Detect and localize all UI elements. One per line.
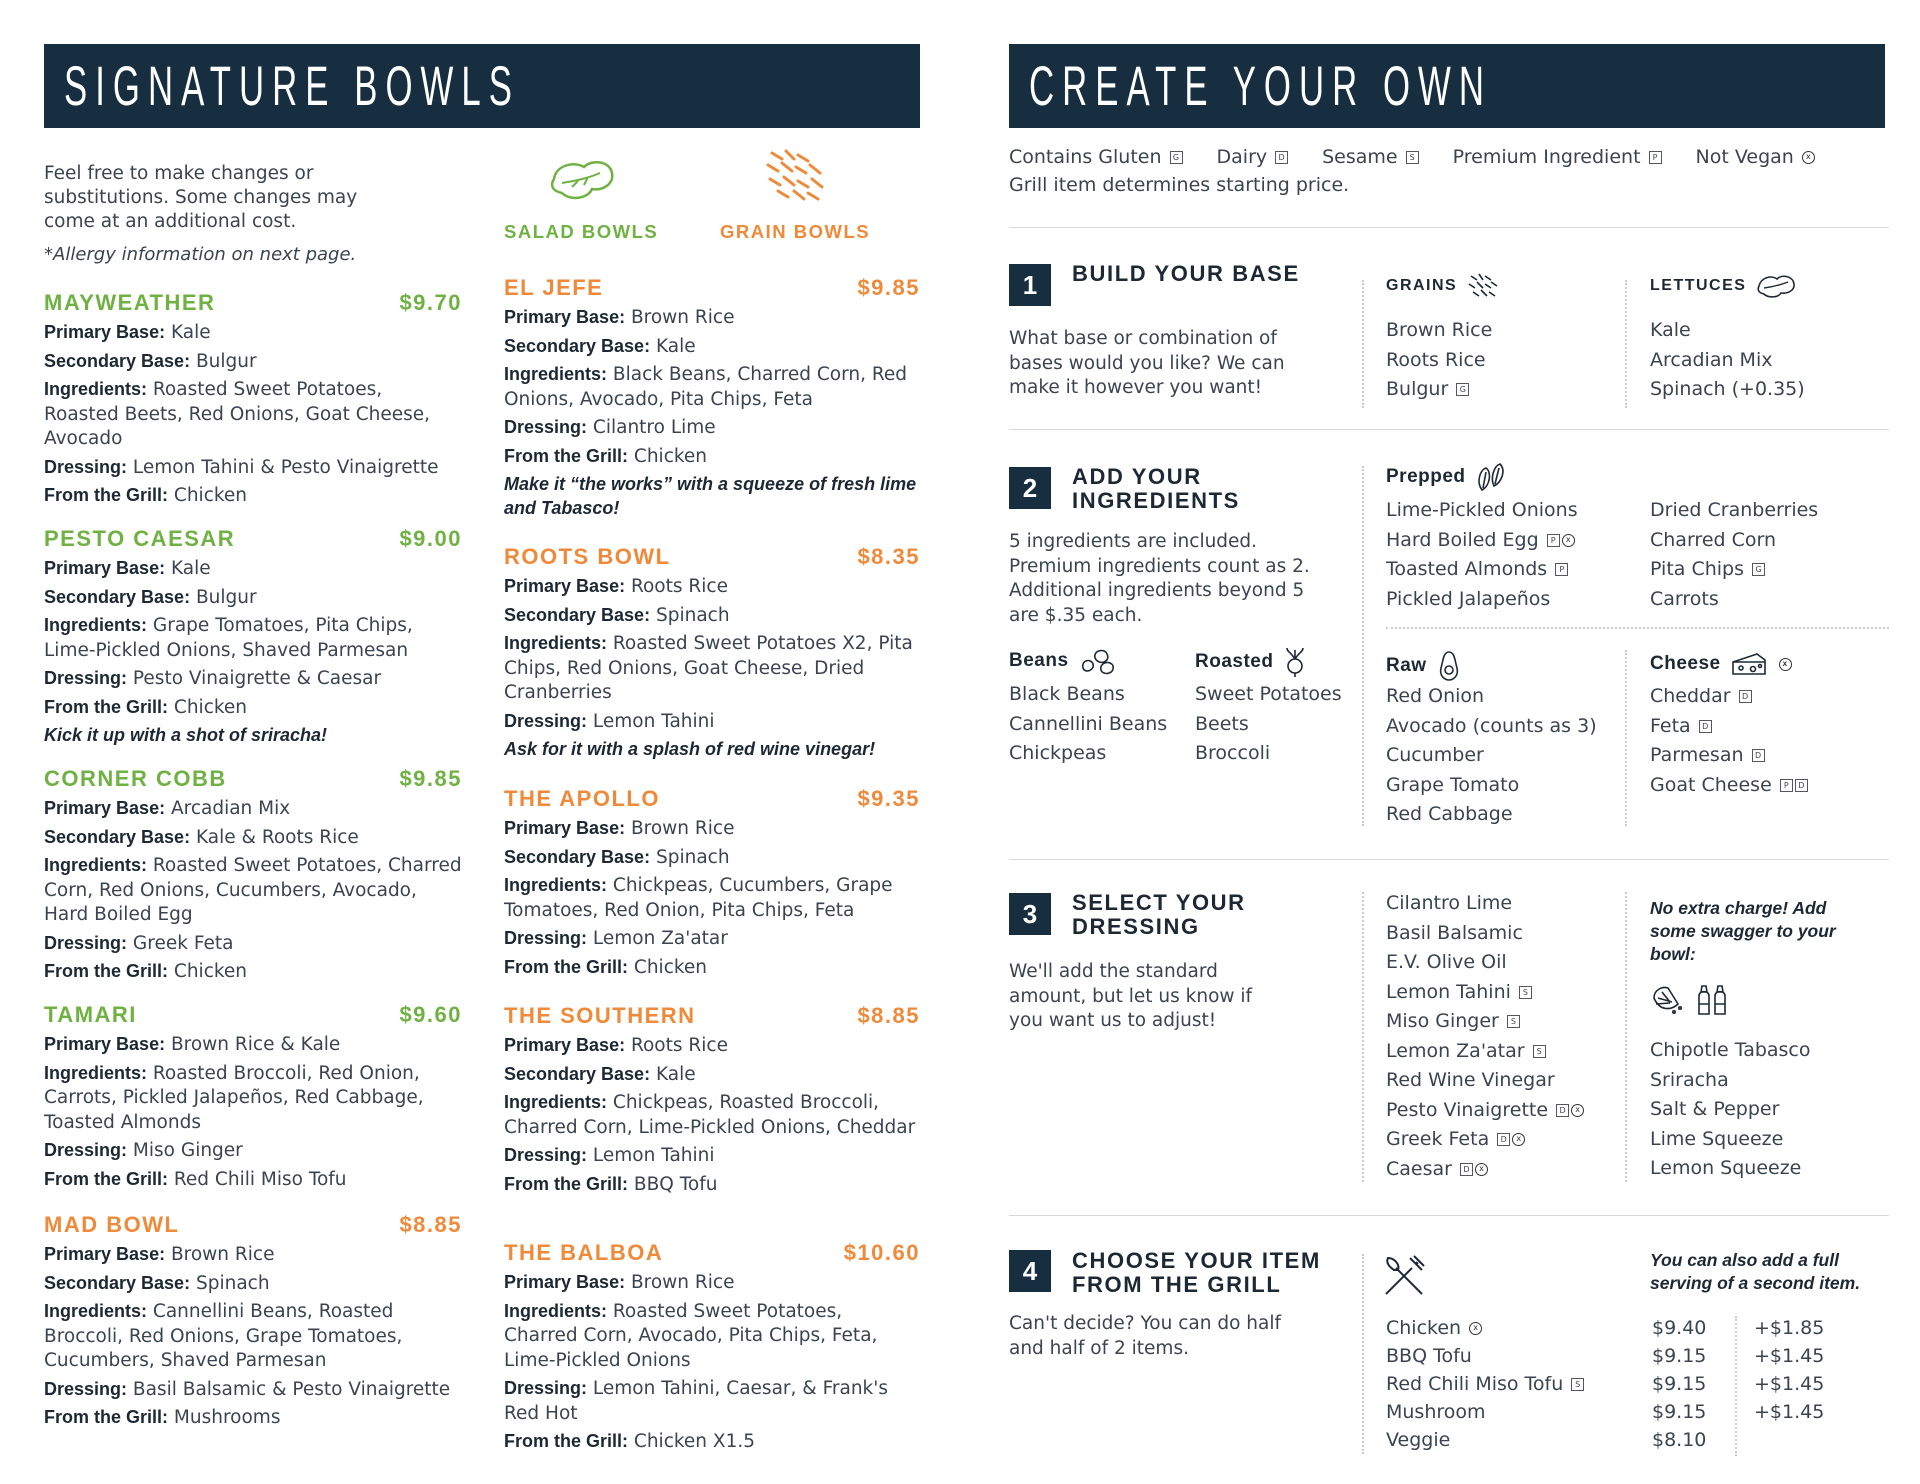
legend-dairy: Dairy D <box>1217 143 1289 171</box>
dotted-separator <box>1386 627 1889 629</box>
not-vegan-icon: x <box>1571 1104 1584 1117</box>
salt-pepper-icon <box>1696 982 1730 1016</box>
sesame-badge-icon: S <box>1507 1015 1520 1028</box>
prepped-list-a: Lime-Pickled Onions Hard Boiled Egg P x Toasted Almonds P Pickled Jalapeños <box>1386 499 1578 610</box>
allergen-legend <box>1009 143 1889 199</box>
bowl-mad-bowl: MAD BOWL $8.85 Primary Base: Brown Rice Secondary Base: Spinach Ingredients: Cannellini Beans, Roasted Broccoli, Red Onions, Grape Tomatoes, Cucumbers, Shaved Parmesan Dressing: Basil Balsamic & Pesto Vinaigrette From the Grill: Mushrooms <box>44 1212 462 1428</box>
step-3-desc: We'll add the standard amount, but let us know if you want us to adjust! <box>1009 961 1253 1031</box>
lettuces-title: LETTUCES <box>1650 272 1796 300</box>
roasted-list: Sweet Potatoes Beets Broccoli <box>1195 683 1342 764</box>
step-2-number: 2 <box>1009 467 1051 509</box>
lettuces-list: Kale Arcadian Mix Spinach (+0.35) <box>1650 319 1805 400</box>
dairy-badge-icon: D <box>1275 151 1288 164</box>
legend-sesame: Sesame S <box>1322 143 1419 171</box>
create-your-own-banner: CREATE YOUR OWN <box>1009 44 1885 128</box>
step-1-number: 1 <box>1009 264 1051 306</box>
divider <box>1009 1215 1889 1216</box>
dotted-separator <box>1362 466 1364 826</box>
cheese-title: Cheese x <box>1650 650 1792 678</box>
sesame-badge-icon: S <box>1571 1378 1584 1391</box>
dotted-separator <box>1625 650 1627 826</box>
step-3-number: 3 <box>1009 893 1051 935</box>
bowl-el-jefe: EL JEFE $9.85 Primary Base: Brown Rice Secondary Base: Kale Ingredients: Black Beans, Charred Corn, Red Onions, Avocado, Pita Chips, Feta Dressing: Cilantro Lime From the Grill: Chicken Make it “the works” with a squeeze of fresh lime and Tabasco! <box>504 275 920 518</box>
bowl-mayweather: MAYWEATHER $9.70 Primary Base: Kale Secondary Base: Bulgur Ingredients: Roasted Sweet Potatoes, Roasted Beets, Red Onions, Goat Cheese, Avocado Dressing: Lemon Tahini & Pesto Vinaigrette From the Grill: Chicken <box>44 290 462 506</box>
dotted-separator <box>1362 1254 1364 1454</box>
salad-bowls-heading: SALAD BOWLS <box>504 221 659 242</box>
raw-list: Red Onion Avocado (counts as 3) Cucumber Grape Tomato Red Cabbage <box>1386 685 1597 825</box>
cheese-icon <box>1731 650 1767 678</box>
legend-premium: Premium Ingredient P <box>1453 143 1662 171</box>
step-4-desc: Can't decide? You can do half and half of 2 items. <box>1009 1313 1281 1359</box>
bowl-the-balboa: THE BALBOA $10.60 Primary Base: Brown Rice Ingredients: Roasted Sweet Potatoes, Charred Corn, Avocado, Pita Chips, Feta, Lime-Pickled Onions Dressing: Lemon Tahini, Caesar, & Frank's Red Hot From the Grill: Chicken X1.5 <box>504 1240 920 1452</box>
grain-icon <box>1467 272 1499 300</box>
grains-list: Brown Rice Roots Rice Bulgur G <box>1386 319 1493 400</box>
grain-icon <box>764 147 830 203</box>
legend-note: Grill item determines starting price. <box>1009 174 1350 196</box>
grill-row: BBQ Tofu $9.15 +$1.45 <box>1386 1345 1825 1367</box>
premium-badge-icon: P <box>1780 779 1793 792</box>
signature-bowls-banner: SIGNATURE BOWLS <box>44 44 920 128</box>
grill-row: Mushroom $9.15 +$1.45 <box>1386 1401 1825 1423</box>
beans-icon <box>1079 646 1117 676</box>
divider <box>1009 429 1889 430</box>
lettuce-icon <box>548 157 618 203</box>
grill-utensils-icon <box>1382 1254 1426 1298</box>
not-vegan-icon: x <box>1475 1163 1488 1176</box>
premium-badge-icon: P <box>1555 563 1568 576</box>
allergy-note: *Allergy information on next page. <box>44 244 357 265</box>
grill-row: Red Chili Miso Tofu S $9.15 +$1.45 <box>1386 1373 1825 1395</box>
premium-badge-icon: P <box>1547 534 1560 547</box>
bowl-roots-bowl: ROOTS BOWL $8.35 Primary Base: Roots Rice Secondary Base: Spinach Ingredients: Roasted Sweet Potatoes X2, Pita Chips, Red Onions, Goat Cheese, Dried Cranberries Dressing: Lemon Tahini Ask for it with a splash of red wine vinegar! <box>504 544 920 759</box>
lettuce-icon <box>1756 272 1796 300</box>
extras-list: Chipotle Tabasco Sriracha Salt & Pepper Lime Squeeze Lemon Squeeze <box>1650 1039 1811 1179</box>
gluten-badge-icon: G <box>1456 383 1469 396</box>
grill-row: Chicken x $9.40 +$1.85 <box>1386 1317 1825 1339</box>
prepped-list-b: Dried Cranberries Charred Corn Pita Chips G Carrots <box>1650 499 1819 610</box>
bowl-the-southern: THE SOUTHERN $8.85 Primary Base: Roots Rice Secondary Base: Kale Ingredients: Chickpeas, Roasted Broccoli, Charred Corn, Lime-Pickled Onions, Cheddar Dressing: Lemon Tahini From the Grill: BBQ Tofu <box>504 1003 920 1195</box>
grains-title: GRAINS <box>1386 272 1499 300</box>
not-vegan-icon: x <box>1512 1133 1525 1146</box>
bowl-tamari: TAMARI $9.60 Primary Base: Brown Rice & Kale Ingredients: Roasted Broccoli, Red Onion, Carrots, Pickled Jalapeños, Red Cabbage, Toasted Almonds Dressing: Miso Ginger From the Grill: Red Chili Miso Tofu <box>44 1002 462 1190</box>
dressings-list: Cilantro Lime Basil Balsamic E.V. Olive Oil Lemon Tahini S Miso Ginger S Lemon Za'atar S Red Wine Vinegar Pesto Vinaigrette D x Greek Feta D x Caesar D x <box>1386 889 1584 1184</box>
dotted-separator <box>1625 280 1627 408</box>
not-vegan-icon: x <box>1469 1322 1482 1335</box>
raw-title: Raw <box>1386 650 1461 682</box>
not-vegan-icon: x <box>1779 658 1792 671</box>
dairy-badge-icon: D <box>1497 1133 1510 1146</box>
dairy-badge-icon: D <box>1739 690 1752 703</box>
sesame-badge-icon: S <box>1519 986 1532 999</box>
grill-items-table <box>1386 1314 1824 1454</box>
dotted-separator <box>1625 892 1627 1182</box>
step-1-desc: What base or combination of bases would you like? We can make it however you want! <box>1009 328 1285 398</box>
not-vegan-icon: x <box>1802 151 1815 164</box>
gluten-badge-icon: G <box>1170 151 1183 164</box>
bowl-corner-cobb: CORNER COBB $9.85 Primary Base: Arcadian Mix Secondary Base: Kale & Roots Rice Ingredients: Roasted Sweet Potatoes, Charred Corn, Red Onions, Cucumbers, Avocado, Hard Boiled Egg Dressing: Greek Feta From the Grill: Chicken <box>44 766 462 982</box>
cheese-list: Cheddar D Feta D Parmesan D Goat Cheese P D <box>1650 682 1808 800</box>
step-1-title: BUILD YOUR BASE <box>1072 261 1300 286</box>
divider <box>1009 227 1889 228</box>
second-item-note: You can also add a full serving of a second item. <box>1650 1250 1861 1293</box>
gluten-badge-icon: G <box>1752 563 1765 576</box>
dairy-badge-icon: D <box>1699 720 1712 733</box>
grill-row: Veggie $8.10 <box>1386 1429 1707 1451</box>
beet-icon <box>1283 646 1307 678</box>
dairy-badge-icon: D <box>1556 1104 1569 1117</box>
step-2-desc: 5 ingredients are included. Premium ingredients count as 2. Additional ingredients beyond 5 are $.35 each. <box>1009 531 1310 626</box>
dotted-separator <box>1362 892 1364 1182</box>
roasted-title: Roasted <box>1195 646 1307 678</box>
bowl-the-apollo: THE APOLLO $9.35 Primary Base: Brown Rice Secondary Base: Spinach Ingredients: Chickpeas, Cucumbers, Grape Tomatoes, Red Onion, Pita Chips, Feta Dressing: Lemon Za'atar From the Grill: Chicken <box>504 786 920 978</box>
beans-list: Black Beans Cannellini Beans Chickpeas <box>1009 683 1168 764</box>
step-4-title: CHOOSE YOUR ITEM FROM THE GRILL <box>1072 1248 1321 1297</box>
bowl-pesto-caesar: PESTO CAESAR $9.00 Primary Base: Kale Secondary Base: Bulgur Ingredients: Grape Tomatoes, Pita Chips, Lime-Pickled Onions, Shaved Parmesan Dressing: Pesto Vinaigrette & Caesar From the Grill: Chicken Kick it up with a shot of sriracha! <box>44 526 462 745</box>
dotted-separator <box>1362 280 1364 408</box>
lime-icon <box>1650 984 1684 1016</box>
legend-gluten: Contains Gluten G <box>1009 143 1183 171</box>
sesame-badge-icon: S <box>1533 1045 1546 1058</box>
not-vegan-icon: x <box>1562 534 1575 547</box>
divider <box>1009 859 1889 860</box>
prepped-title: Prepped <box>1386 462 1510 492</box>
premium-badge-icon: P <box>1649 151 1662 164</box>
swagger-note: No extra charge! Add some swagger to your bowl: <box>1650 898 1836 964</box>
dairy-badge-icon: D <box>1752 749 1765 762</box>
beans-title: Beans <box>1009 646 1117 676</box>
step-3-title: SELECT YOUR DRESSING <box>1072 890 1246 939</box>
grain-bowls-heading: GRAIN BOWLS <box>720 221 871 242</box>
sesame-badge-icon: S <box>1406 151 1419 164</box>
dairy-badge-icon: D <box>1795 779 1808 792</box>
step-4-number: 4 <box>1009 1250 1051 1292</box>
legend-not-vegan: Not Vegan x <box>1696 143 1815 171</box>
almonds-icon <box>1476 462 1510 492</box>
step-2-title: ADD YOUR INGREDIENTS <box>1072 464 1240 513</box>
avocado-icon <box>1437 650 1461 682</box>
intro-text: Feel free to make changes or substitutions. Some changes may come at an additional cost. <box>44 163 358 232</box>
dairy-badge-icon: D <box>1460 1163 1473 1176</box>
